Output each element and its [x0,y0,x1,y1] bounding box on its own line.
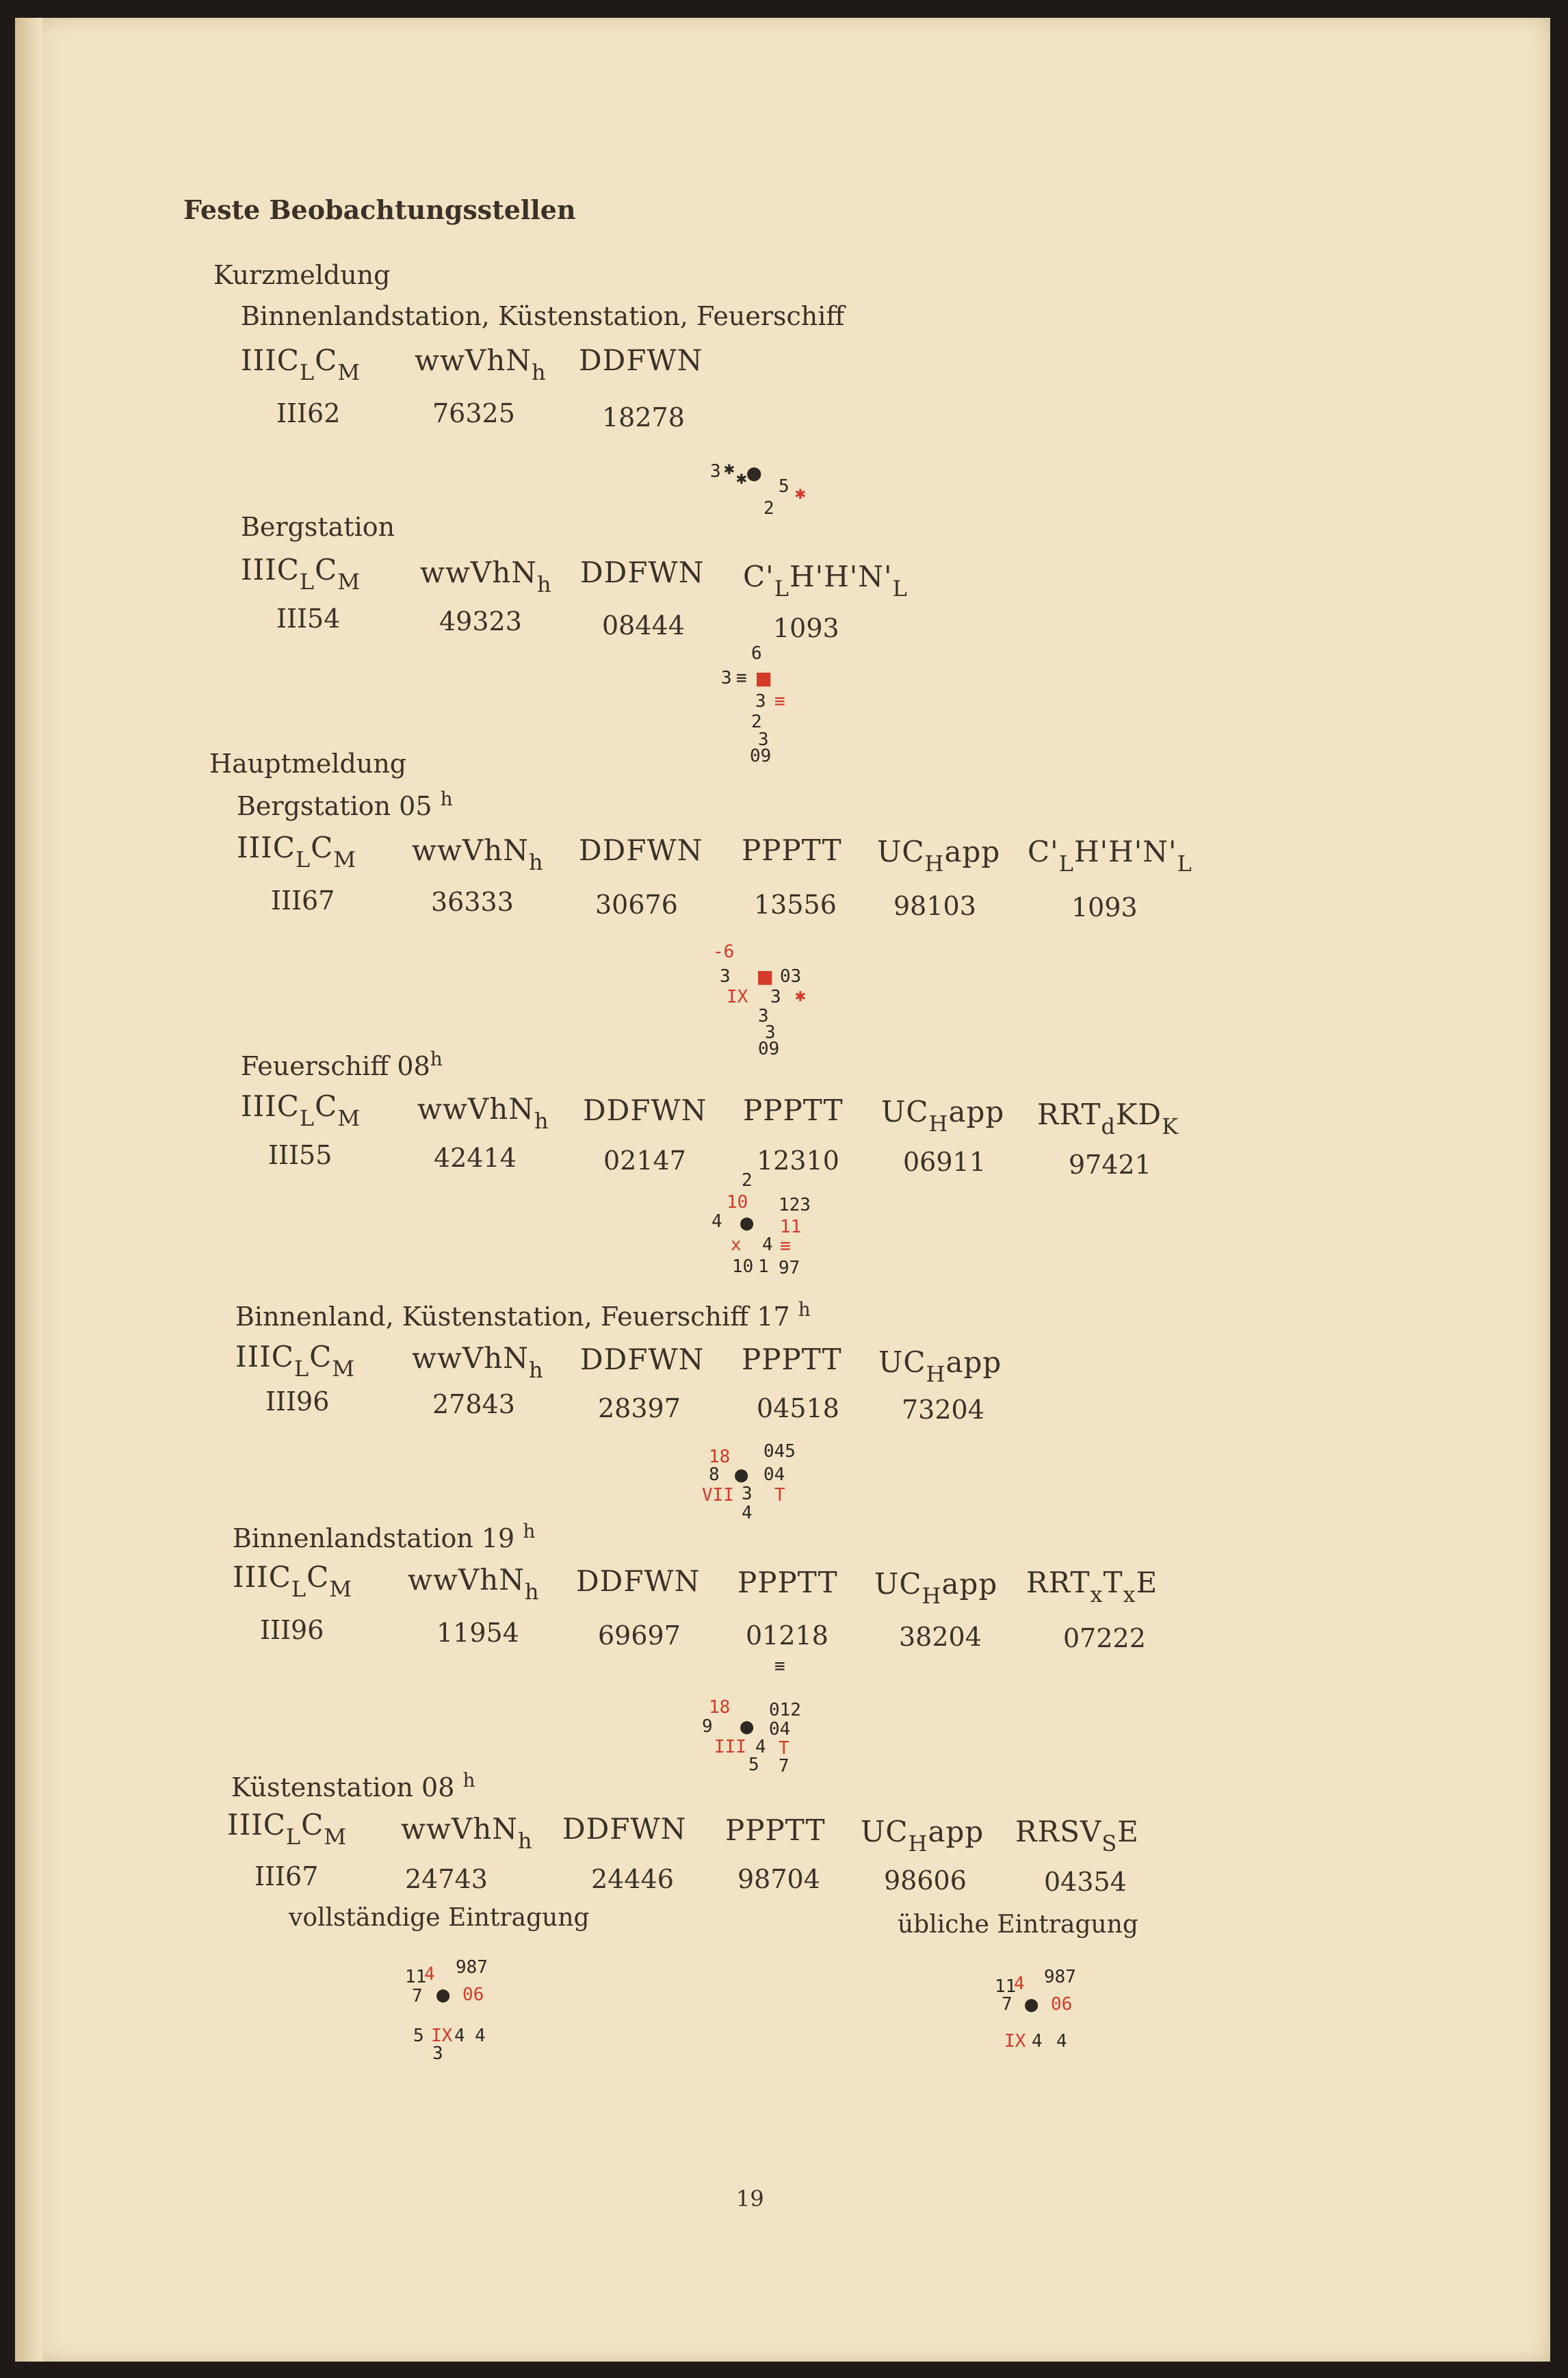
s3-header-4: PPPTT [742,833,842,867]
s4-value-4: 12310 [757,1146,839,1176]
s2-value-4: 1093 [773,613,839,643]
s7-header-4: PPPTT [725,1813,826,1847]
plot-symbol: 3 [770,987,781,1007]
plot-symbol: 04 [763,1464,785,1485]
s2-header-1: $IIIC_LC_M$ [241,553,361,595]
s6-header-1: $IIIC_LC_M$ [233,1560,353,1602]
s1-subtitle: Binnenlandstation, Küstenstation, Feuerschiff [241,301,845,331]
section-kurzmeldung: Kurzmeldung [213,260,391,290]
s3-subtitle: Bergstation 05 $^h$ [237,788,453,821]
s3-value-1: III67 [271,886,335,916]
note-full-entry: vollständige Eintragung [289,1904,590,1932]
s6-header-4: PPPTT [737,1566,838,1599]
plot-symbol: 6 [751,643,762,664]
s6-value-6: 07222 [1063,1623,1146,1653]
s5-value-4: 04518 [757,1393,839,1423]
plot-symbol: ≡ [774,1656,785,1677]
plot-symbol: ≡ [780,1236,791,1256]
s1-value-1: III62 [276,398,341,428]
station-circle-icon: ● [740,1209,754,1235]
plot-symbol: 3 [758,729,769,750]
plot-symbol: 7 [1002,1994,1012,2015]
s2-value-2: 49323 [439,606,522,636]
s4-subtitle: Feuerschiff 08$^h$ [241,1048,443,1081]
s4-header-1: $IIIC_LC_M$ [241,1089,361,1131]
s6-value-2: 11954 [436,1618,519,1648]
s7-header-2: wwVhN$_h$ [401,1812,533,1854]
plot-symbol: T [774,1485,785,1505]
plot-symbol: 11 [780,1217,802,1237]
plot-symbol: 3 [758,1006,769,1026]
plot-symbol: 8 [709,1464,720,1485]
s6-header-5: $UC_Happ$ [874,1567,998,1609]
s3-header-2: wwVhN$_h$ [412,833,544,875]
plot-symbol: 1 [758,1256,769,1277]
plot-symbol: 4 [1056,2031,1067,2052]
plot-symbol: -6 [713,942,735,962]
plot-symbol: ≡ [736,668,747,688]
plot-symbol: 4 [1014,1974,1025,1994]
page-spine-shadow [15,18,42,2362]
s7-header-5: $UC_Happ$ [861,1815,984,1857]
plot-symbol: 045 [763,1441,796,1462]
station-square-icon: ■ [757,664,771,692]
plot-symbol: 2 [751,712,762,732]
s4-station-plot [699,1172,863,1308]
s3-header-5: $UC_Happ$ [877,835,1001,877]
s7-value-4: 98704 [737,1864,820,1894]
s7-subtitle: Küstenstation 08 $^h$ [231,1769,475,1802]
s5-subtitle: Binnenland, Küstenstation, Feuerschiff 17 $^h$ [235,1298,811,1332]
plot-symbol: 18 [709,1697,731,1718]
plot-symbol: 2 [763,498,774,519]
plot-symbol: 3 [755,691,766,712]
plot-symbol: 7 [779,1756,789,1776]
plot-symbol: 3 [742,1484,753,1504]
plot-symbol: 9 [702,1716,713,1737]
s3-header-3: DDFWN [579,833,703,867]
plot-symbol: 4 [424,1964,435,1985]
plot-symbol: 4 [742,1503,753,1523]
s7-value-2: 24743 [405,1864,488,1894]
plot-symbol: 06 [1051,1994,1073,2015]
plot-symbol: 3 [721,668,732,688]
plot-symbol: ✱ [795,483,806,504]
plot-symbol: 5 [779,476,789,497]
plot-symbol: 5 [413,2026,424,2046]
plot-symbol: 03 [780,966,802,987]
plot-symbol: x [731,1235,742,1255]
plot-symbol: 3 [710,461,721,482]
s4-header-6: $RRT_dKD_K$ [1037,1098,1179,1139]
plot-symbol: 5 [748,1755,759,1775]
s3-header-6: $C'_LH'H'N'_L$ [1028,835,1192,877]
s7-header-1: $IIIC_LC_M$ [227,1808,348,1850]
s4-value-1: III55 [268,1140,332,1170]
s7-value-5: 98606 [884,1865,967,1896]
s1-value-3: 18278 [602,402,685,432]
plot-symbol: 012 [769,1700,801,1720]
s5-station-plot [699,1436,836,1532]
s4-value-3: 02147 [603,1146,686,1176]
plot-symbol: IX [1004,2031,1026,2052]
s2-subtitle: Bergstation [241,512,395,542]
s1-header-2: wwVhN$_h$ [415,344,547,385]
plot-symbol: 97 [779,1258,800,1278]
plot-symbol: 11 [995,1976,1017,1997]
s3-value-5: 98103 [893,891,976,921]
s5-header-3: DDFWN [580,1343,705,1376]
page-number: 19 [736,2186,764,2212]
s5-value-3: 28397 [598,1393,681,1423]
s2-header-2: wwVhN$_h$ [420,556,552,597]
s7-header-3: DDFWN [562,1812,687,1846]
s4-header-5: $UC_Happ$ [881,1095,1005,1137]
station-circle-icon: ● [747,459,761,487]
plot-symbol: 4 [711,1211,722,1232]
station-circle-icon: ● [735,1461,748,1487]
station-circle-icon: ● [436,1981,450,2007]
s7-value-3: 24446 [591,1864,674,1894]
plot-symbol: 4 [1032,2031,1043,2052]
plot-symbol: IX [431,2026,453,2046]
s5-header-1: $IIIC_LC_M$ [235,1340,356,1382]
s1-header-3: DDFWN [579,344,703,377]
s6-station-plot [699,1657,836,1787]
s5-value-2: 27843 [432,1389,515,1419]
plot-symbol: ≡ [774,691,785,712]
plot-symbol: III [714,1737,746,1757]
s6-subtitle: Binnenlandstation 19 $^h$ [233,1520,536,1553]
s2-value-1: III54 [276,604,341,634]
s1-station-plot [706,442,843,524]
s1-value-2: 76325 [432,398,515,428]
s4-value-5: 06911 [903,1147,986,1177]
s5-header-5: $UC_Happ$ [878,1345,1002,1387]
section-hauptmeldung: Hauptmeldung [209,749,407,779]
plot-symbol: 4 [454,2026,465,2046]
plot-symbol: 3 [765,1022,776,1043]
plot-symbol: 11 [405,1967,427,1987]
plot-symbol: 2 [742,1170,753,1191]
s6-header-3: DDFWN [576,1564,701,1598]
s7-header-6: $RRSV_SE$ [1015,1815,1139,1857]
plot-symbol: 123 [779,1195,811,1215]
station-circle-icon: ● [1025,1991,1038,2017]
s4-header-2: wwVhN$_h$ [417,1092,549,1134]
s6-value-1: III96 [260,1615,324,1645]
s3-value-3: 30676 [595,890,678,920]
s7-value-6: 04354 [1044,1867,1127,1897]
s6-header-6: $RRT_xT_xE$ [1026,1566,1158,1607]
station-square-icon: ■ [758,963,772,990]
plot-symbol: ✱ [795,985,806,1006]
plot-symbol: 06 [462,1985,484,2005]
s5-value-5: 73204 [902,1395,984,1425]
plot-symbol: 18 [709,1447,731,1467]
plot-symbol: VII [702,1485,734,1505]
s3-value-2: 36333 [431,887,514,917]
s6-value-4: 01218 [746,1620,828,1651]
plot-symbol: 10 [727,1192,748,1213]
s3-station-plot [706,922,863,1059]
plot-symbol: 09 [750,746,772,766]
plot-symbol: 7 [412,1986,423,2006]
plot-symbol: 987 [1044,1967,1076,1987]
s4-header-4: PPPTT [743,1094,844,1127]
plot-symbol: T [779,1738,789,1759]
s4-value-6: 97421 [1069,1150,1151,1180]
s2-header-4: $C'_LH'H'N'_L$ [743,560,908,602]
plot-symbol: 04 [769,1719,791,1740]
plot-symbol: 987 [456,1957,488,1978]
s7-value-1: III67 [254,1861,319,1891]
note-usual-entry: übliche Eintragung [898,1911,1138,1939]
s7-station-plot-full [398,1941,535,2078]
s2-station-plot [713,645,850,781]
plot-symbol: 4 [762,1235,773,1255]
s3-value-4: 13556 [754,890,837,920]
s2-header-3: DDFWN [580,556,705,589]
s3-header-1: $IIIC_LC_M$ [237,831,357,873]
plot-symbol: 09 [758,1039,780,1059]
page-title: Feste Beobachtungsstellen [183,194,576,225]
s5-header-2: wwVhN$_h$ [412,1341,544,1383]
plot-symbol: 3 [432,2043,443,2064]
plot-symbol: IX [727,987,748,1007]
s4-header-3: DDFWN [583,1094,707,1127]
book-page [15,18,1550,2362]
station-circle-icon: ● [740,1713,754,1739]
s6-header-2: wwVhN$_h$ [408,1563,540,1605]
s5-header-4: PPPTT [742,1343,842,1376]
s6-value-3: 69697 [598,1620,681,1651]
plot-symbol: 4 [755,1737,766,1757]
s7-station-plot-usual [986,1948,1123,2071]
plot-symbol: ✱ [724,458,735,479]
s4-value-2: 42414 [434,1143,517,1173]
plot-symbol: ✱ [736,468,747,489]
s5-value-1: III96 [265,1386,330,1417]
s2-value-3: 08444 [602,610,685,641]
s6-value-5: 38204 [899,1622,982,1652]
plot-symbol: 3 [720,966,731,987]
s3-value-6: 1093 [1071,892,1138,922]
plot-symbol: 4 [475,2026,486,2046]
s1-header-1: $IIIC_LC_M$ [241,344,361,385]
plot-symbol: 10 [732,1256,754,1277]
